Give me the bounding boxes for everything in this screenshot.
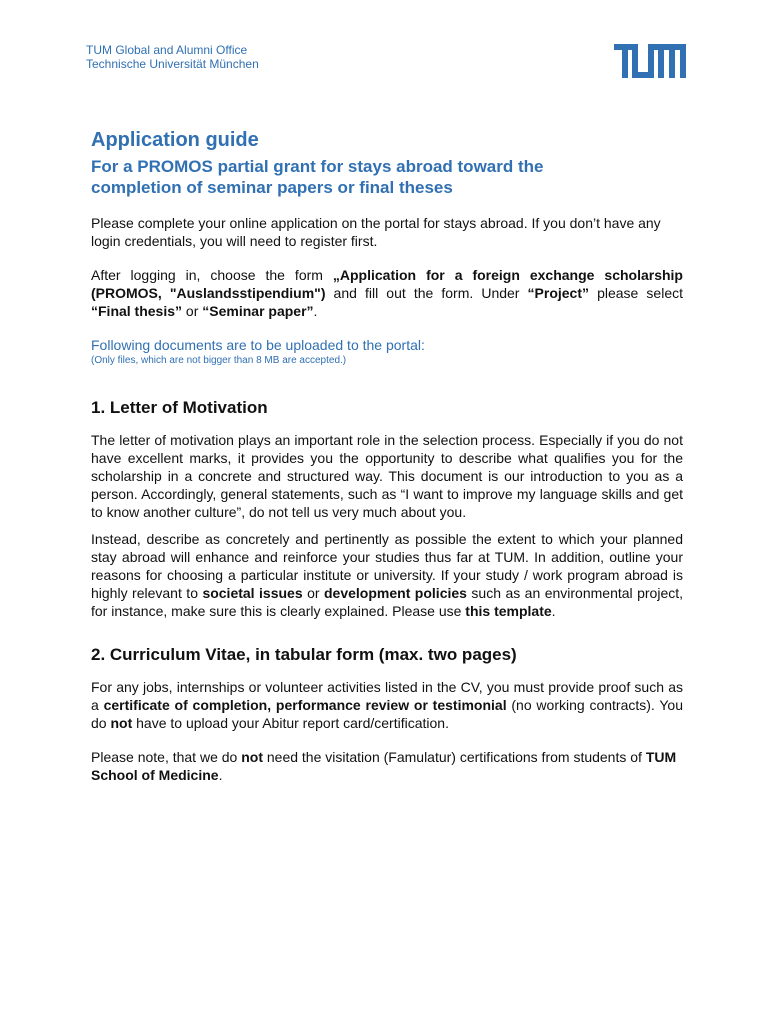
document-subtitle: For a PROMOS partial grant for stays abroad toward the completion of seminar papers or final theses	[91, 157, 544, 197]
text-segment: .	[218, 767, 223, 783]
university-name: Technische Universität München	[86, 57, 259, 71]
section-1-paragraph-1: The letter of motivation plays an important role in the selection process. Especially if you do not have excellent marks, it provides you the opportunity to describe what qualifies you for the scholarship in a concrete and structured way. This document is our introduction to you as a person. Accordingly, general statements, such as “I want to improve my language skills and get to know another culture”, do not tell us very much about you.	[91, 432, 683, 520]
section-2-paragraph-2	[91, 748, 683, 784]
text-segment: please select	[589, 285, 683, 301]
section-1-heading: 1. Letter of Motivation	[91, 398, 268, 417]
text-segment: and fill out the form. Under	[325, 285, 528, 301]
text-segment: After logging in, choose the form	[91, 267, 333, 283]
emphasis-not: not	[241, 749, 263, 765]
text-segment: need the visitation (Famulatur) certifications from students of	[262, 749, 646, 765]
office-header	[86, 43, 259, 71]
tum-logo	[614, 44, 686, 80]
development-policies: development policies	[324, 585, 467, 601]
text-segment: such as an environmental project, for instance, make sure this is clearly explained. Please use	[91, 585, 684, 619]
school-of-medicine: TUM School of Medicine	[91, 749, 677, 783]
text-segment: Instead, describe as concretely and pertinently as possible the extent to which your planned stay abroad will enhance and reinforce your studies thus far at TUM. In addition, outline your reasons for choosing a particular institute or university. If your study / work program abroad is highly relevant to	[91, 531, 683, 601]
office-name: TUM Global and Alumni Office	[86, 43, 248, 57]
seminar-paper-label: “Seminar paper”	[202, 303, 314, 319]
intro-paragraph-2	[91, 266, 683, 320]
societal-issues: societal issues	[202, 585, 303, 601]
text-segment: For any jobs, internships or volunteer activities listed in the CV, you must provide proof such as a	[91, 679, 683, 713]
intro-paragraph-1: Please complete your online application on the portal for stays abroad. If you don’t have any login credentials, you will need to register first.	[91, 215, 661, 249]
emphasis-not: not	[110, 715, 133, 731]
file-size-note: (Only files, which are not bigger than 8 MB are accepted.)	[91, 355, 347, 366]
text-segment: .	[313, 303, 318, 319]
text-segment: have to upload your Abitur report card/certification.	[132, 715, 449, 731]
certificate-types: certificate of completion, performance review or testimonial	[103, 697, 507, 713]
title-block	[91, 128, 691, 198]
template-link[interactable]: this template	[465, 603, 552, 619]
form-name: „Application for a foreign exchange scholarship (PROMOS, "Auslandsstipendium")	[91, 267, 683, 301]
final-thesis-label: “Final thesis”	[91, 303, 183, 319]
section-2-paragraph-1	[91, 678, 683, 732]
document-title: Application guide	[91, 129, 259, 151]
text-segment: or	[182, 303, 203, 319]
document-body	[91, 214, 683, 784]
project-label: “Project”	[527, 285, 590, 301]
section-1-paragraph-2	[91, 530, 683, 620]
text-segment: Please note, that we do	[91, 749, 242, 765]
documents-heading: Following documents are to be uploaded to the portal:	[91, 337, 425, 353]
section-2-heading: 2. Curriculum Vitae, in tabular form (max. two pages)	[91, 645, 517, 664]
text-segment: .	[551, 603, 556, 619]
text-segment: or	[302, 585, 324, 601]
text-segment: (no working contracts). You do	[91, 697, 683, 731]
